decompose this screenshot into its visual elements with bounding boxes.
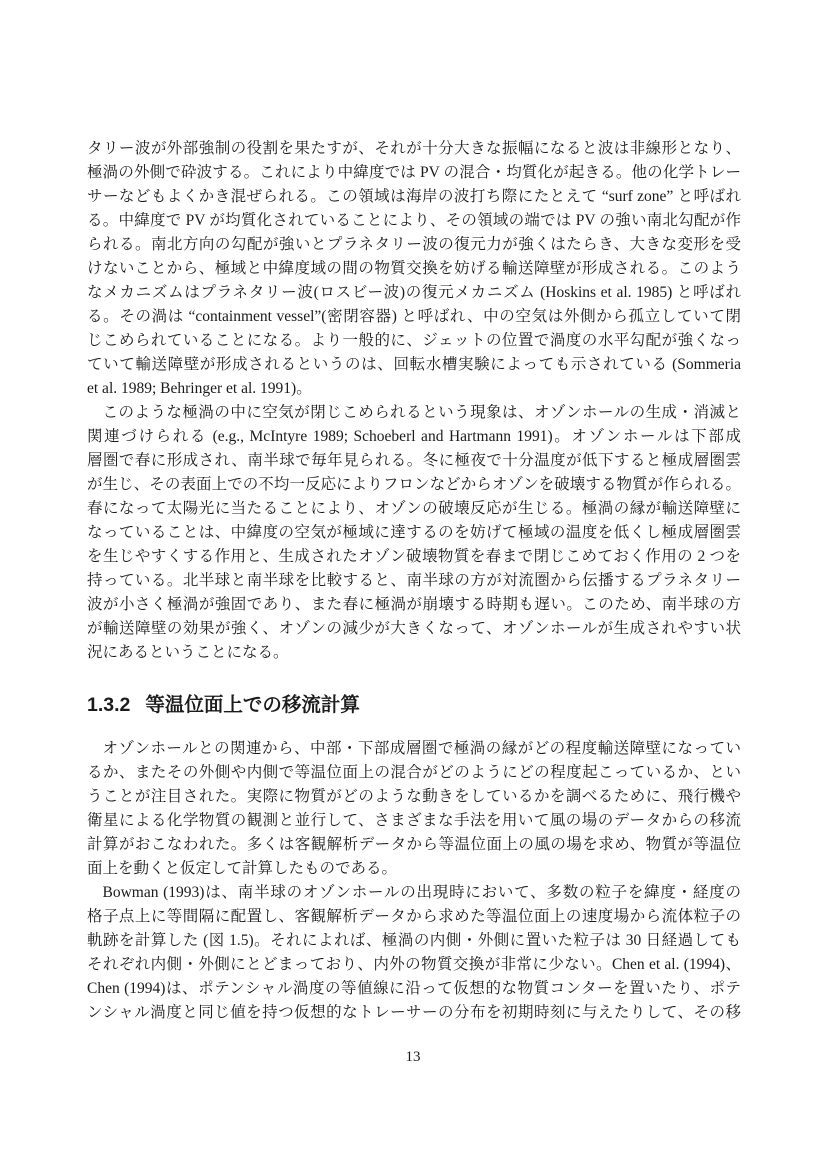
text-line: Chen (1994)は、ポテンシャル渦度の等値線に沿って仮想的な物質コンターを置いたり、ポテ <box>87 980 741 997</box>
text-line: 春になって太陽光に当たることにより、オゾンの破壊反応が生じる。極渦の縁が輸送障壁に <box>87 500 741 517</box>
text-line: るか、またその外側や内側で等温位面上の混合がどのようにどの程度起こっているか、とい <box>87 764 741 781</box>
text-block <box>87 137 741 1025</box>
text-line: 持っている。北半球と南半球を比較すると、南半球の方が対流圏から伝播するプラネタリー <box>87 572 741 589</box>
text-line: タリー波が外部強制の役割を果たすが、それが十分大きな振幅になると波は非線形となり、 <box>87 140 741 157</box>
text-line: 層圏で春に形成され、南半球で毎年見られる。冬に極夜で十分温度が低下すると極成層圏雲 <box>87 452 741 469</box>
text-line: サーなどもよくかき混ぜられる。この領域は海岸の波打ち際にたとえて “surf zone” と呼ばれ <box>87 188 741 205</box>
text-line: けないことから、極域と中緯度域の間の物質交換を妨げる輸送障壁が形成される。このよう <box>87 260 741 277</box>
text-line: 況にあるということになる。 <box>87 644 289 661</box>
text-line: なっていることは、中緯度の空気が極域に達するのを妨げて極域の温度を低くし極成層圏雲 <box>87 524 741 541</box>
paragraph <box>87 137 741 401</box>
section-heading <box>87 693 741 717</box>
paragraph <box>87 737 741 881</box>
text-line: 計算がおこなわれた。多くは客観解析データから等温位面上の風の場を求め、物質が等温位 <box>87 836 741 853</box>
text-line: られる。南北方向の勾配が強いとプラネタリー波の復元力が強くはたらき、大きな変形を受 <box>87 236 741 253</box>
section-number: 1.3.2 <box>87 694 131 716</box>
text-line: を生じやすくする作用と、生成されたオゾン破壊物質を春まで閉じこめておく作用の 2 つを <box>87 548 741 565</box>
page-number: 13 <box>405 1049 421 1065</box>
text-line: ていて輸送障壁が形成されるというのは、回転水槽実験によっても示されている (Sommeria <box>87 356 741 373</box>
paragraph <box>87 881 741 1025</box>
text-line: 極渦の外側で砕波する。これにより中緯度では PV の混合・均質化が起きる。他の化学トレー <box>87 164 741 181</box>
text-line: 波が小さく極渦が強固であり、また春に極渦が崩壊する時期も遅い。このため、南半球の方 <box>87 596 741 613</box>
text-line: じこめられていることになる。より一般的に、ジェットの位置で渦度の水平勾配が強くなっ <box>87 332 741 349</box>
text-line: ンシャル渦度と同じ値を持つ仮想的なトレーサーの分布を初期時刻に与えたりして、その移 <box>87 1004 741 1021</box>
section-title: 等温位面上での移流計算 <box>145 694 360 716</box>
text-line: 面上を動くと仮定して計算したものである。 <box>87 860 398 877</box>
text-line: が輸送障壁の効果が強く、オゾンの減少が大きくなって、オゾンホールが生成されやすい状 <box>87 620 741 637</box>
paragraph <box>87 401 741 665</box>
text-line: このような極渦の中に空気が閉じこめられるという現象は、オゾンホールの生成・消滅と <box>102 404 741 421</box>
text-line: 衛星による化学物質の観測と並行して、さまざまな手法を用いて風の場のデータからの移流 <box>87 812 741 829</box>
text-line: る。その渦は “containment vessel”(密閉容器) と呼ばれ、中の空気は外側から孤立していて閉 <box>87 308 741 325</box>
text-line: オゾンホールとの関連から、中部・下部成層圏で極渦の縁がどの程度輸送障壁になってい <box>102 740 741 757</box>
text-line: る。中緯度で PV が均質化されていることにより、その領域の端では PV の強い南北勾配が作 <box>87 212 741 229</box>
text-line: 軌跡を計算した (図 1.5)。それによれば、極渦の内側・外側に置いた粒子は 30 日経過しても <box>87 932 741 949</box>
text-line: が生じ、その表面上での不均一反応によりフロンなどからオゾンを破壊する物質が作られる。 <box>87 476 741 493</box>
text-line: et al. 1989; Behringer et al. 1991)。 <box>87 380 312 397</box>
text-line: うことが注目された。実際に物質がどのような動きをしているかを調べるために、飛行機や <box>87 788 741 805</box>
text-line: それぞれ内側・外側にとどまっており、内外の物質交換が非常に少ない。Chen et al. (1994)、 <box>87 956 741 973</box>
text-line: 格子点上に等間隔に配置し、客観解析データから求めた等温位面上の速度場から流体粒子の <box>87 908 741 925</box>
text-line: 関連づけられる (e.g., McIntyre 1989; Schoeberl and Hartmann 1991)。オゾンホールは下部成 <box>87 428 741 445</box>
text-line: Bowman (1993)は、南半球のオゾンホールの出現時において、多数の粒子を緯度・経度の <box>102 884 741 901</box>
text-line: なメカニズムはプラネタリー波(ロスビー波)の復元メカニズム (Hoskins et al. 1985) と呼ばれ <box>87 284 741 301</box>
